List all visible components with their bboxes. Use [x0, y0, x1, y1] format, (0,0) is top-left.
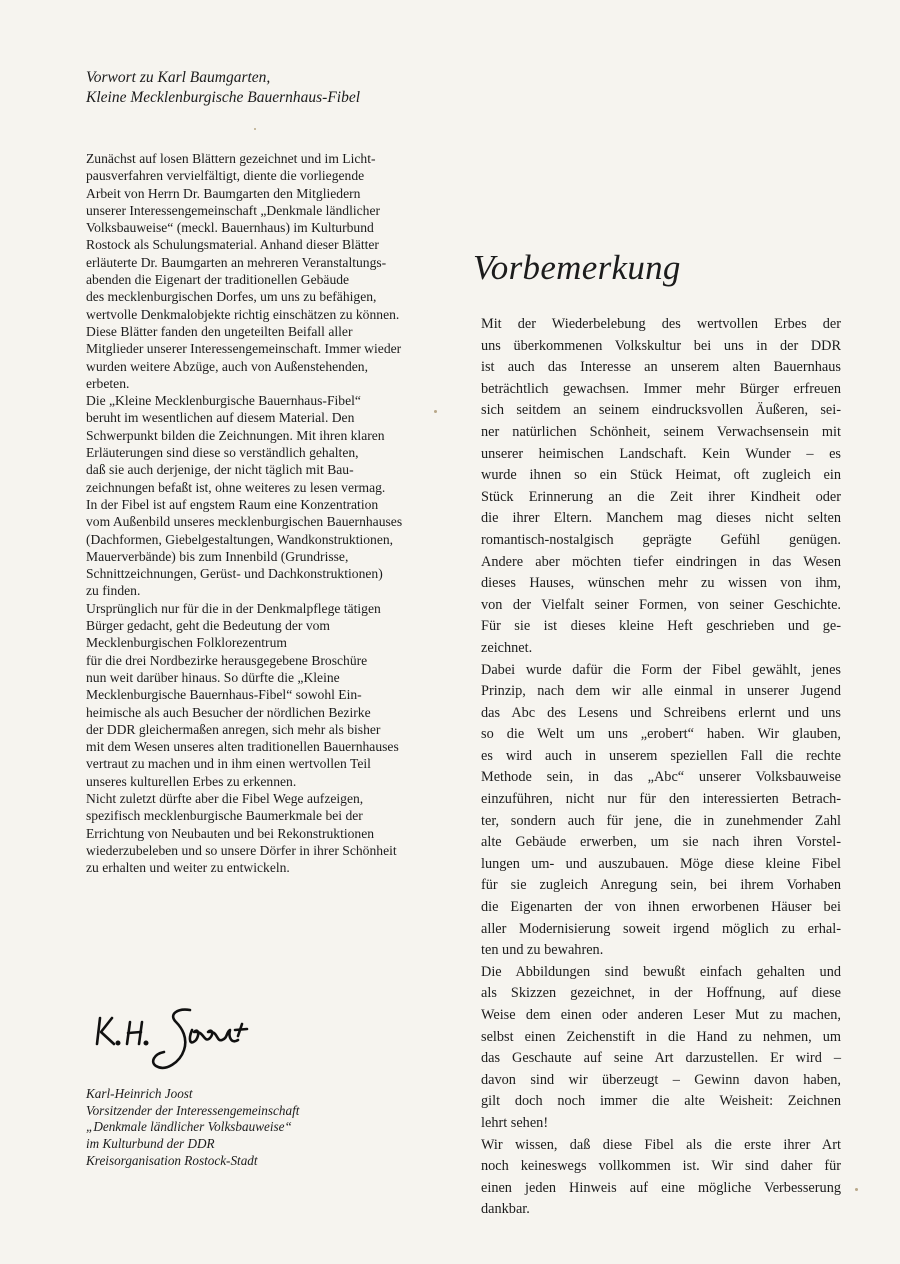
paper-speck — [254, 128, 256, 130]
foreword-line: des mecklenburgischen Dorfes, um uns zu befähigen, — [86, 289, 377, 305]
foreword-line: der DDR gleichermaßen anregen, sich mehr als bisher — [86, 721, 381, 737]
preface-line: Mit der Wiederbelebung des wertvollen Erbes der — [481, 316, 841, 332]
signer-district: Kreisorganisation Rostock-Stadt — [86, 1152, 258, 1168]
preface-line: Dabei wurde dafür die Form der Fibel gewählt, jenes — [481, 661, 841, 678]
preface-line: einen jeden Hinweis auf eine mögliche Verbesserung — [481, 1179, 841, 1196]
foreword-line: daß sie auch derjenige, der nicht täglich mit Bau- — [86, 462, 354, 478]
preface-line: uns überkommenen Volkskultur bei uns in der DDR — [481, 337, 841, 354]
foreword-line: Schwerpunkt bilden die Zeichnungen. Mit ihren klaren — [86, 427, 385, 443]
foreword-line: Zunächst auf losen Blättern gezeichnet und im Licht- — [86, 151, 376, 166]
preface-line: die Eigenarten der von ihnen erworbenen Häuser bei — [481, 899, 841, 916]
preface-line: einzuführen, nicht nur für den interessierten Betrach- — [481, 791, 841, 808]
foreword-line: für die drei Nordbezirke herausgegebene Broschüre — [86, 652, 368, 668]
foreword-line: wiederzubeleben und so unsere Dörfer in ihrer Schönheit — [86, 842, 397, 858]
foreword-line: unserer Interessengemeinschaft „Denkmale ländlicher — [86, 202, 381, 218]
preface-line: es wird auch in unserem speziellen Fall die rechte — [481, 747, 841, 764]
preface-line: von der Vielfalt seiner Formen, von seiner Geschichte. — [481, 596, 841, 613]
foreword-line: (Dachformen, Giebelgestaltungen, Wandkonstruktionen, — [86, 531, 394, 547]
preface-line: Für sie ist dieses kleine Heft geschrieben und ge- — [481, 618, 841, 635]
preface-line: dankbar. — [481, 1201, 530, 1218]
foreword-line: Arbeit von Herrn Dr. Baumgarten den Mitgliedern — [86, 185, 361, 201]
foreword-line: Die „Kleine Mecklenburgische Bauernhaus-Fibel“ — [86, 393, 361, 409]
foreword-line: erläuterte Dr. Baumgarten an mehreren Veranstaltungs- — [86, 254, 387, 270]
preface-line: alte Gebäude erwerben, um sie nach ihren Vorstel- — [481, 834, 841, 851]
foreword-heading-line-1: Vorwort zu Karl Baumgarten, — [86, 69, 271, 86]
foreword-line: Rostock als Schulungsmaterial. Anhand dieser Blätter — [86, 237, 379, 253]
foreword-line: zeichnungen befaßt ist, ohne weiteres zu lesen vermag. — [86, 479, 386, 495]
preface-line: wurde ihnen so ein Stück Heimat, oft zugleich ein — [481, 467, 841, 484]
preface-line: selbst einen Zeichenstift in die Hand zu nehmen, um — [481, 1028, 841, 1045]
foreword-line: Diese Blätter fanden den ungeteilten Beifall aller — [86, 323, 353, 339]
foreword-line: Mecklenburgische Bauernhaus-Fibel“ sowohl Ein- — [86, 687, 362, 703]
paper-speck — [855, 1188, 858, 1191]
foreword-line: Schnittzeichnungen, Gerüst- und Dachkonstruktionen) — [86, 566, 383, 582]
preface-text — [481, 314, 841, 1221]
preface-line: Andere aber möchten tiefer eindringen in das Wesen — [481, 553, 841, 570]
signer-organization: „Denkmale ländlicher Volksbauweise“ — [86, 1119, 292, 1135]
foreword-line: Nicht zuletzt dürfte aber die Fibel Wege aufzeigen, — [86, 790, 364, 806]
foreword-heading-line-2: Kleine Mecklenburgische Bauernhaus-Fibel — [86, 89, 361, 106]
foreword-line: In der Fibel ist auf engstem Raum eine Konzentration — [86, 496, 379, 512]
preface-line: gilt doch noch immer die alte Weisheit: Zeichnen — [481, 1093, 841, 1110]
foreword-line: zu finden. — [86, 583, 141, 599]
preface-line: lehrt sehen! — [481, 1114, 549, 1131]
preface-line: aller Modernisierung soweit irgend möglich zu erhal- — [481, 920, 841, 937]
foreword-line: Volksbauweise“ (meckl. Bauernhaus) im Kulturbund — [86, 220, 374, 236]
foreword-line: erbeten. — [86, 375, 130, 391]
foreword-line: Erläuterungen sind diese so verständlich gehalten, — [86, 445, 359, 461]
preface-line: das Geschaute auf seine Art darzustellen. Er wird – — [481, 1050, 841, 1067]
foreword-line: spezifisch mecklenburgische Baumerkmale bei der — [86, 808, 363, 824]
preface-line: romantisch-nostalgisch geprägte Gefühl genügen. — [481, 531, 841, 548]
foreword-line: abenden die Eigenart der traditionellen Gebäude — [86, 272, 350, 288]
signature-image — [92, 1000, 272, 1075]
foreword-line: Ursprünglich nur für die in der Denkmalpflege tätigen — [86, 600, 381, 616]
foreword-line: Bürger gedacht, geht die Bedeutung der vom — [86, 618, 330, 634]
preface-title: Vorbemerkung — [473, 248, 681, 287]
signer-title: Vorsitzender der Interessengemeinschaft — [86, 1102, 300, 1118]
foreword-line: Errichtung von Neubauten und bei Rekonstruktionen — [86, 825, 375, 841]
preface-line: Stück Erinnerung an die Zeit ihrer Kindheit oder — [481, 488, 841, 505]
preface-line: zeichnet. — [481, 639, 533, 656]
foreword-line: vertraut zu machen und in ihm einen wertvollen Teil — [86, 756, 371, 772]
preface-line: Wir wissen, daß diese Fibel als die erste ihrer Art — [481, 1136, 841, 1153]
foreword-line: beruht im wesentlichen auf diesem Material. Den — [86, 410, 355, 426]
foreword-line: zu erhalten und weiter zu entwickeln. — [86, 860, 290, 876]
foreword-line: heimische als auch Besucher der nördlichen Bezirke — [86, 704, 371, 720]
foreword-line: vom Außenbild unseres mecklenburgischen Bauernhauses — [86, 514, 403, 530]
foreword-line: Mitglieder unserer Interessengemeinschaft. Immer wieder — [86, 341, 402, 357]
preface-line: noch keineswegs vollkommen ist. Wir sind daher für — [481, 1158, 841, 1175]
foreword-line: pausverfahren vervielfältigt, diente die vorliegende — [86, 168, 365, 184]
foreword-heading — [86, 68, 466, 108]
preface-line: beträchtlich gewachsen. Immer mehr Bürger erfreuen — [481, 380, 841, 397]
preface-line: unserer heimischen Landschaft. Kein Wunder – es — [481, 445, 841, 462]
preface-line: Prinzip, nach dem wir alle einmal in unserer Jugend — [481, 683, 841, 700]
preface-line: ter, sondern auch für jene, die in zunehmender Zahl — [481, 812, 841, 829]
preface-line: ner natürlichen Schönheit, seinem Verwachsensein mit — [481, 423, 841, 440]
signer-name: Karl-Heinrich Joost — [86, 1086, 193, 1101]
foreword-line: mit dem Wesen unseres alten traditionellen Bauernhauses — [86, 739, 399, 755]
foreword-line: wurden weitere Abzüge, auch von Außenstehenden, — [86, 358, 368, 374]
preface-line: Methode sein, in das „Abc“ unserer Volksbauweise — [481, 769, 841, 786]
preface-line: Weise dem einen oder anderen Leser Mut zu machen, — [481, 1007, 841, 1023]
foreword-text — [86, 150, 486, 876]
preface-line: für sie zugleich Anregung sein, bei ihrem Vorhaben — [481, 877, 841, 894]
preface-line: davon sind wir überzeugt – Gewinn davon haben, — [481, 1071, 841, 1088]
signer-affiliation: im Kulturbund der DDR — [86, 1136, 215, 1152]
preface-line: Die Abbildungen sind bewußt einfach gehalten und — [481, 963, 841, 980]
foreword-line: Mauerverbände) bis zum Innenbild (Grundrisse, — [86, 548, 349, 564]
foreword-line: wertvolle Denkmalobjekte richtig einschätzen zu können. — [86, 306, 400, 322]
foreword-line: unseres kulturellen Erbes zu erkennen. — [86, 773, 297, 789]
foreword-line: Mecklenburgischen Folklorezentrum — [86, 635, 287, 651]
preface-line: so die Welt um uns „erobert“ haben. Wir glauben, — [481, 726, 841, 743]
preface-line: sich seitdem an seinem eindrucksvollen Äußeren, sei- — [481, 402, 841, 419]
preface-line: ten und zu bewahren. — [481, 942, 604, 959]
preface-line: ist auch das Interesse an unserem alten Bauernhaus — [481, 359, 841, 376]
preface-line: die ihrer Eltern. Manchem mag dieses nicht selten — [481, 510, 841, 527]
foreword-line: nun weit darüber hinaus. So dürfte die „Kleine — [86, 669, 340, 685]
paper-speck — [434, 410, 437, 413]
sign-off-block — [86, 1086, 406, 1170]
preface-line: lungen um- und auszubauen. Möge diese kleine Fibel — [481, 855, 841, 872]
preface-line: dieses Hauses, wünschen mehr zu wissen von ihm, — [481, 575, 841, 592]
preface-line: als Skizzen gezeichnet, in der Hoffnung, auf diese — [481, 985, 841, 1002]
preface-line: das Abc des Lesens und Schreibens erlernt und uns — [481, 704, 841, 721]
